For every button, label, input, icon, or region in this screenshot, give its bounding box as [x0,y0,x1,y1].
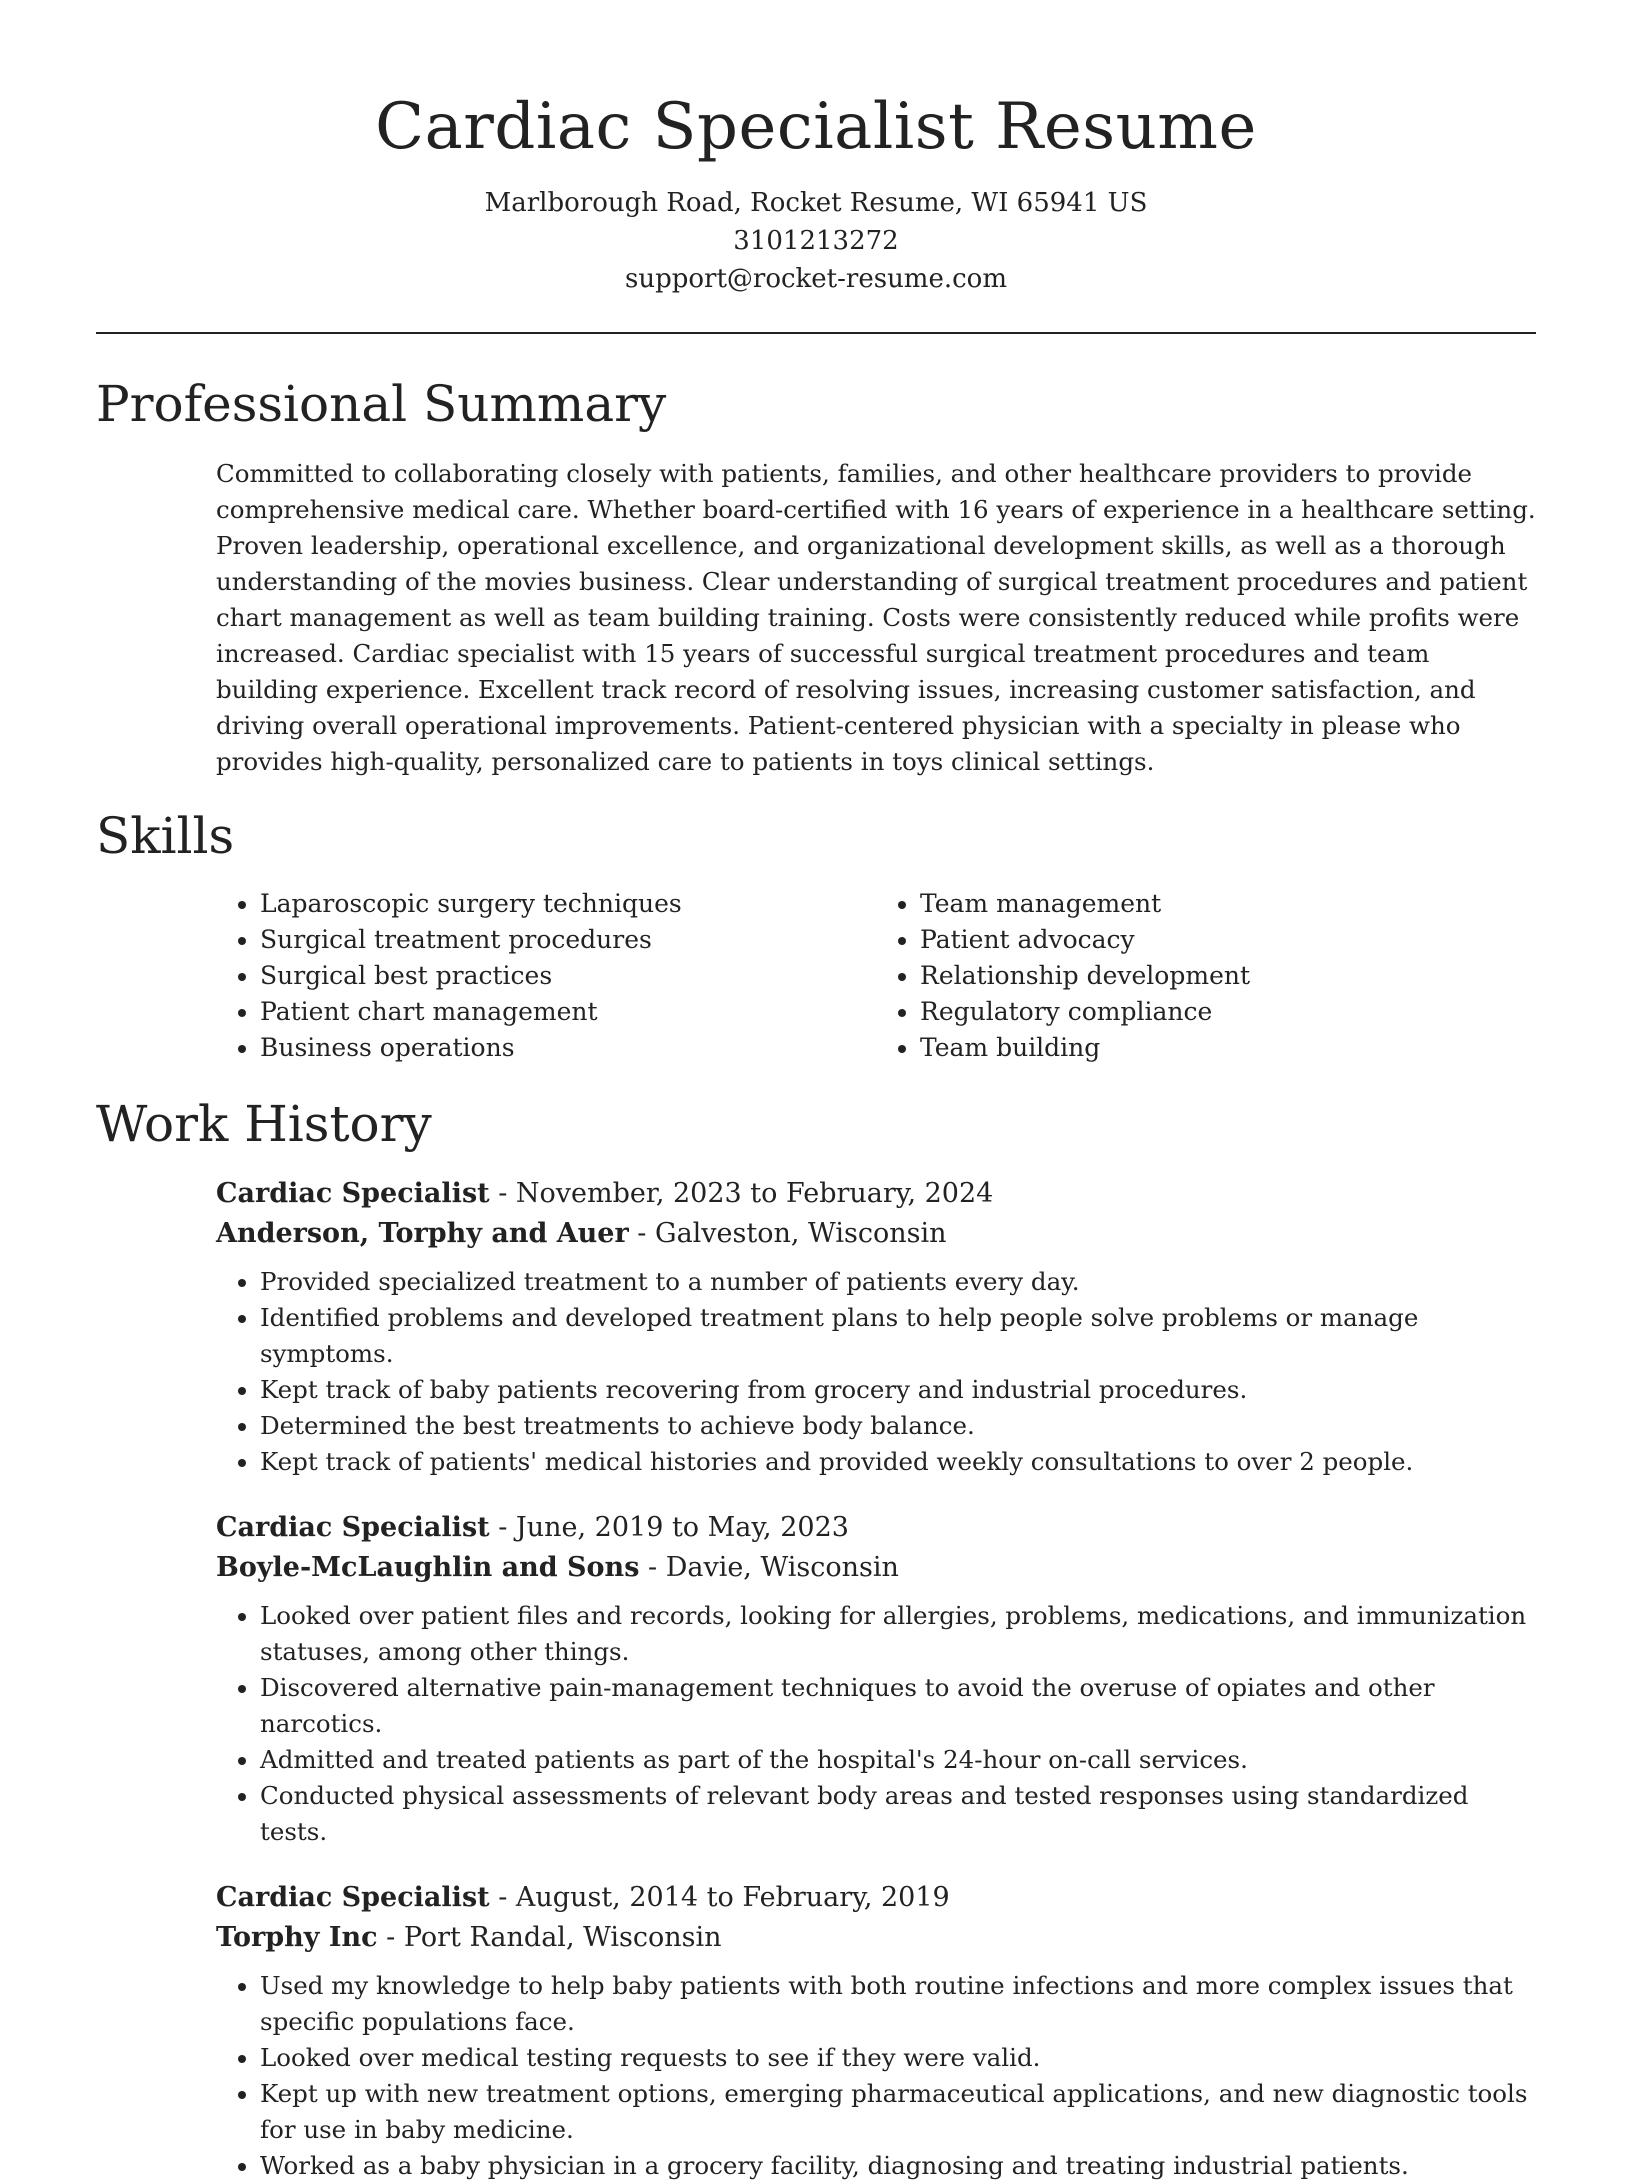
header-divider [96,332,1536,334]
job-company: Torphy Inc [216,1922,378,1953]
job-bullet: • Discovered alternative pain-management techniques to avoid the overuse of opiates and other narcotics. [260,1670,1536,1742]
job-bullets [216,1598,1536,1850]
job-role: Cardiac Specialist [216,1512,490,1543]
skills-grid [216,886,1536,1066]
job-bullet: • Kept track of patients' medical histories and provided weekly consultations to over 2 people. [260,1444,1536,1480]
job-company-line [216,1918,1536,1958]
skills-column-left [216,886,876,1066]
job-bullet: • Identified problems and developed treatment plans to help people solve problems or manage symptoms. [260,1300,1536,1372]
job-dates: - November, 2023 to February, 2024 [489,1178,994,1209]
skill-item: • Relationship development [920,958,1536,994]
job-role: Cardiac Specialist [216,1178,490,1209]
job-bullet: • Kept up with new treatment options, emerging pharmaceutical applications, and new diagnostic tools for use in baby medicine. [260,2076,1536,2148]
job-company-line [216,1548,1536,1588]
skill-item: • Patient chart management [260,994,876,1030]
job-bullets [216,1968,1536,2184]
job-location: - Davie, Wisconsin [639,1552,899,1583]
summary-section [96,372,1536,780]
skill-item: • Surgical best practices [260,958,876,994]
contact-address: Marlborough Road, Rocket Resume, WI 65941 US [484,188,1148,218]
work-history-section [96,1092,1536,2184]
summary-text: Committed to collaborating closely with patients, families, and other healthcare providers to provide comprehensive medical care. Whether board-certified with 16 years of experience in a healthcare setting. Proven leadership, operational excellence, and organizational development skills, as well as a thorough understanding of the movies business. Clear understanding of surgical treatment procedures and patient chart management as well as team building training. Costs were consistently reduced while profits were increased. Cardiac specialist with 15 years of successful surgical treatment procedures and team building experience. Excellent track record of resolving issues, increasing customer satisfaction, and driving overall operational improvements. Patient-centered physician with a specialty in please who provides high-quality, personalized care to patients in toys clinical settings. [216,459,1536,776]
summary-heading: Professional Summary [96,375,667,433]
job-bullets [216,1264,1536,1480]
job-role: Cardiac Specialist [216,1882,490,1913]
job-company-line [216,1214,1536,1254]
job-bullet: • Used my knowledge to help baby patients with both routine infections and more complex issues that specific populations face. [260,1968,1536,2040]
contact-email: support@rocket-resume.com [624,264,1007,294]
job-dates: - June, 2019 to May, 2023 [489,1512,849,1543]
job-title-line [216,1508,1536,1548]
skills-column-right [876,886,1536,1066]
job-location: - Galveston, Wisconsin [628,1218,947,1249]
skill-item: • Regulatory compliance [920,994,1536,1030]
job-entry [216,1508,1536,1850]
job-entry [216,1878,1536,2184]
job-bullet: • Determined the best treatments to achieve body balance. [260,1408,1536,1444]
skill-item: • Surgical treatment procedures [260,922,876,958]
job-entry [216,1174,1536,1480]
skill-item: • Team building [920,1030,1536,1066]
job-bullet: • Worked as a baby physician in a grocery facility, diagnosing and treating industrial patients. [260,2148,1536,2184]
contact-phone: 3101213272 [733,226,899,256]
job-bullet: • Conducted physical assessments of relevant body areas and tested responses using standardized tests. [260,1778,1536,1850]
job-company: Boyle-McLaughlin and Sons [216,1552,640,1583]
skill-item: • Business operations [260,1030,876,1066]
job-bullet: • Provided specialized treatment to a number of patients every day. [260,1264,1536,1300]
job-title-line [216,1174,1536,1214]
job-bullet: • Looked over medical testing requests to see if they were valid. [260,2040,1536,2076]
job-bullet: • Looked over patient files and records, looking for allergies, problems, medications, and immunization statuses, among other things. [260,1598,1536,1670]
skill-item: • Patient advocacy [920,922,1536,958]
job-bullet: • Admitted and treated patients as part of the hospital's 24-hour on-call services. [260,1742,1536,1778]
job-company: Anderson, Torphy and Auer [216,1218,629,1249]
job-location: - Port Randal, Wisconsin [377,1922,722,1953]
resume-header [96,0,1536,298]
skill-item: • Team management [920,886,1536,922]
skill-item: • Laparoscopic surgery techniques [260,886,876,922]
skills-section [96,804,1536,1066]
job-bullet: • Kept track of baby patients recovering from grocery and industrial procedures. [260,1372,1536,1408]
resume-title: Cardiac Specialist Resume [375,90,1257,164]
job-dates: - August, 2014 to February, 2019 [489,1882,950,1913]
resume-page [96,0,1536,2180]
work-history-heading: Work History [96,1095,432,1153]
skills-heading: Skills [96,807,235,865]
job-title-line [216,1878,1536,1918]
